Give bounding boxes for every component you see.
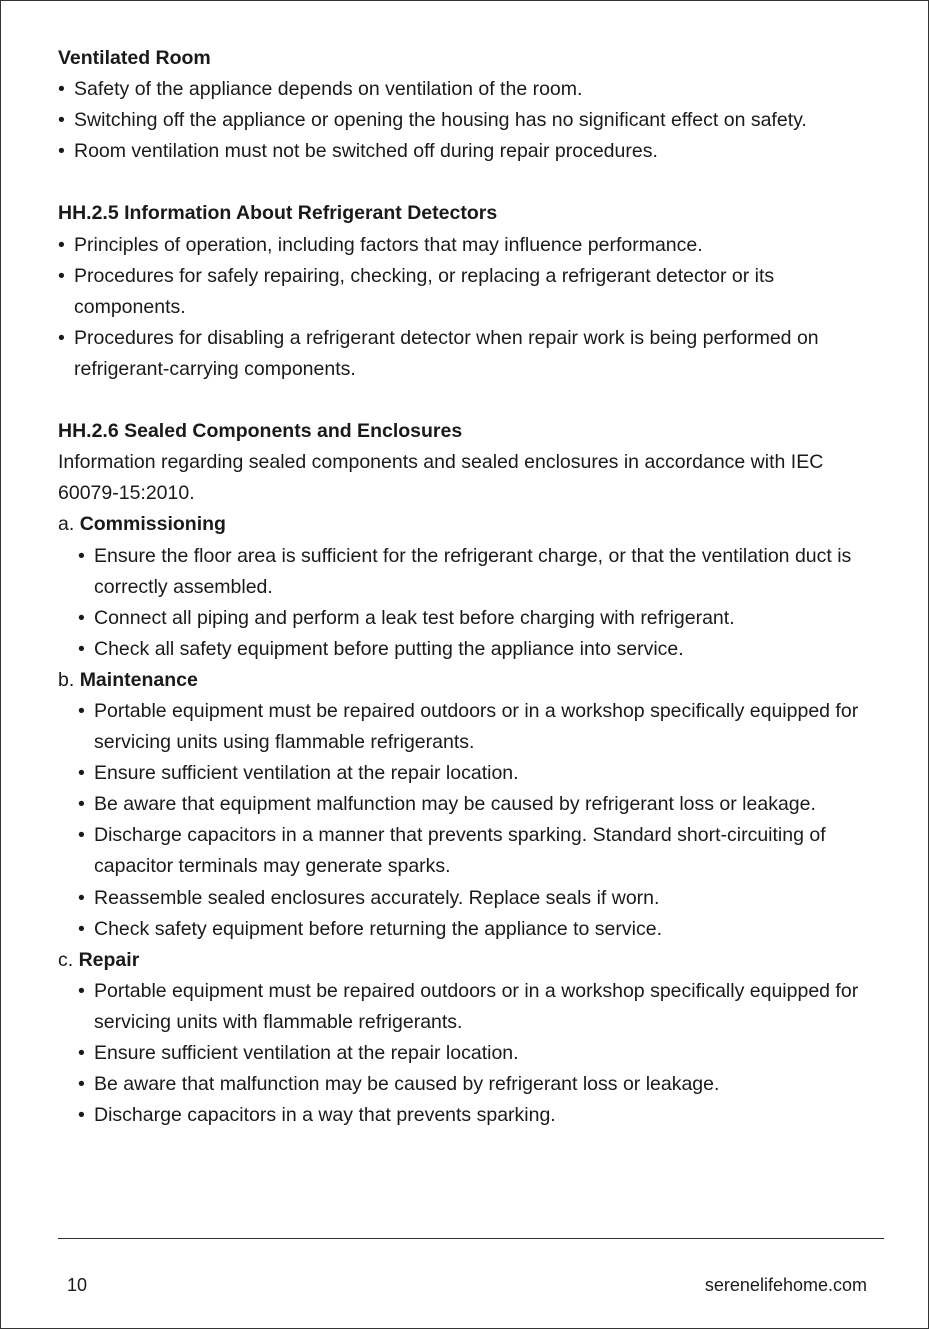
website-link[interactable]: serenelifehome.com [704,1275,867,1295]
repair-title: Repair [78,948,140,971]
maintenance-item: • Be aware that equipment malfunction may be caused by refrigerant loss or leakage. [58,789,873,820]
detectors-bullet: • Procedures for disabling a refrigerant detector when repair work is being performed on refrigerant-carrying components. [58,323,873,385]
repair-item: • Be aware that malfunction may be caused by refrigerant loss or leakage. [58,1069,873,1100]
repair-label [58,945,873,976]
section-spacer [58,167,873,198]
maintenance-prefix: b. [58,668,75,691]
detectors-bullet: • Principles of operation, including factors that may influence performance. [58,230,873,261]
ventilated-room-bullet: • Safety of the appliance depends on ventilation of the room. [58,74,873,105]
maintenance-item: • Ensure sufficient ventilation at the repair location. [58,758,873,789]
detectors-heading: HH.2.5 Information About Refrigerant Detectors [58,202,498,225]
ventilated-room-bullet: • Switching off the appliance or opening the housing has no significant effect on safety. [58,105,873,136]
commissioning-item: • Ensure the floor area is sufficient for the refrigerant charge, or that the ventilation duct is correctly assembled. [58,541,873,603]
repair-item: • Discharge capacitors in a way that prevents sparking. [58,1100,873,1131]
repair-item: • Portable equipment must be repaired outdoors or in a workshop specifically equipped for servicing units with flammable refrigerants. [58,976,873,1038]
maintenance-item: • Discharge capacitors in a manner that prevents sparking. Standard short-circuiting of capacitor terminals may generate sparks. [58,820,873,882]
ventilated-room-bullet: • Room ventilation must not be switched off during repair procedures. [58,136,873,167]
repair-prefix: c. [58,948,74,971]
ventilated-room-heading: Ventilated Room [58,47,211,69]
commissioning-item: • Connect all piping and perform a leak test before charging with refrigerant. [58,603,873,634]
page-number: 10 [67,1275,88,1295]
commissioning-label [58,509,873,540]
maintenance-label [58,665,873,696]
maintenance-item: • Check safety equipment before returning the appliance to service. [58,914,873,945]
section-spacer [58,385,873,416]
sealed-heading: HH.2.6 Sealed Components and Enclosures [58,420,463,443]
detectors-bullet: • Procedures for safely repairing, checking, or replacing a refrigerant detector or its components. [58,261,873,323]
maintenance-item: • Portable equipment must be repaired outdoors or in a workshop specifically equipped for servicing units using flammable refrigerants. [58,696,873,758]
maintenance-item: • Reassemble sealed enclosures accurately. Replace seals if worn. [58,883,873,914]
commissioning-title: Commissioning [79,513,226,536]
sealed-intro: Information regarding sealed components and sealed enclosures in accordance with IEC 60079-15:2010. [58,451,824,505]
page-content [58,43,873,1131]
maintenance-title: Maintenance [79,668,198,691]
commissioning-prefix: a. [58,513,75,536]
repair-item: • Ensure sufficient ventilation at the repair location. [58,1038,873,1069]
footer-divider [58,1238,884,1239]
commissioning-item: • Check all safety equipment before putting the appliance into service. [58,634,873,665]
